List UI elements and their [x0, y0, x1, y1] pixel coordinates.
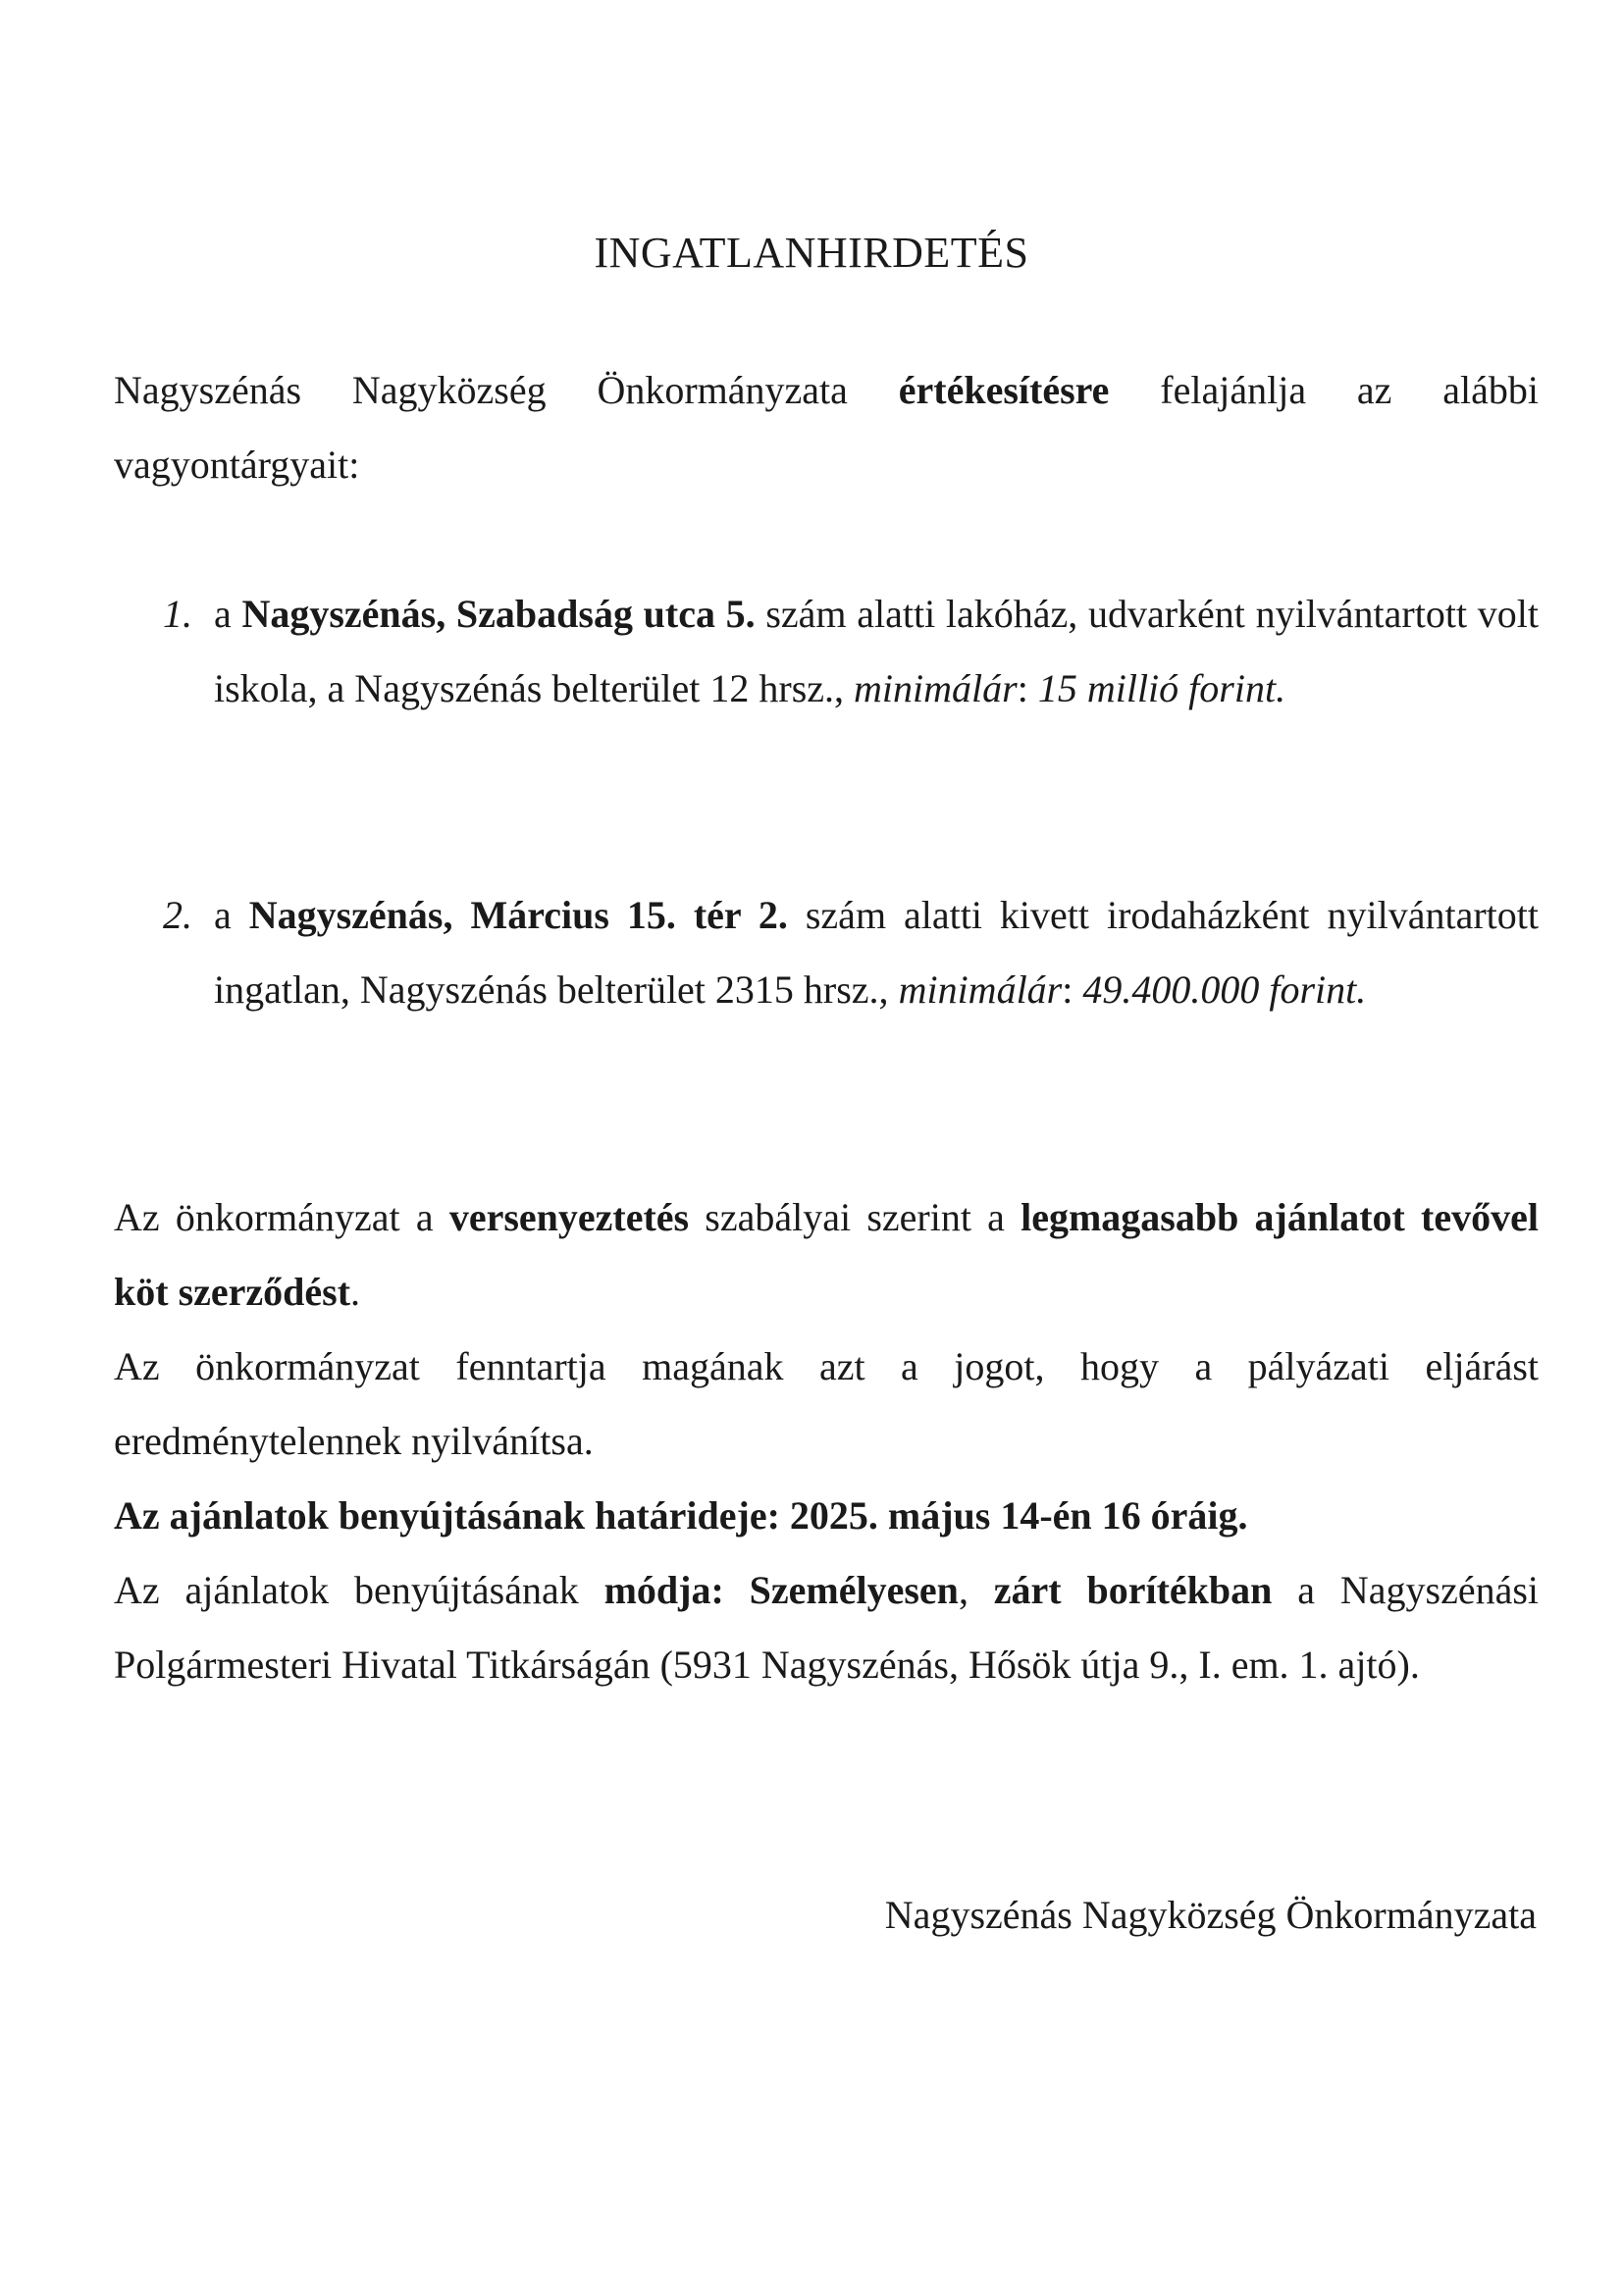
submission-text: Az ajánlatok benyújtásának	[114, 1568, 604, 1612]
item-address: Nagyszénás, Március 15. tér 2.	[248, 893, 788, 937]
closing-bold: legmagasabb ajánlatot tevővel köt szerződést	[114, 1195, 1540, 1314]
submission-text: a Nagyszénási Polgármesteri Hivatal Titkárságán (5931 Nagyszénás, Hősök útja 9., I. em. 1. ajtó).	[114, 1568, 1540, 1687]
item-number: 2.	[163, 893, 192, 937]
item-price-value: 15 millió forint.	[1037, 666, 1286, 710]
closing-bold: versenyeztetés	[448, 1195, 690, 1239]
closing-text: szabályai szerint a	[689, 1195, 1021, 1239]
intro-paragraph	[114, 353, 1539, 502]
list-item	[163, 878, 1540, 1027]
deadline-text: Az ajánlatok benyújtásának határideje: 2025. május 14-én 16 óráig.	[114, 1493, 1248, 1538]
closing-section	[114, 1180, 1539, 1702]
submission-bold: zárt borítékban	[993, 1568, 1273, 1612]
item-description: szám alatti lakóház, udvarként nyilvántartott volt iskola, a Nagyszénás belterület 12 hrsz.,	[214, 592, 1539, 710]
signature: Nagyszénás Nagyközség Önkormányzata	[884, 1893, 1537, 1937]
item-pre: a	[214, 893, 249, 937]
submission-text: ,	[958, 1568, 994, 1612]
closing-paragraph-1	[114, 1180, 1539, 1330]
item-description: szám alatti kivett irodaházként nyilvántartott ingatlan, Nagyszénás belterület 2315 hrsz.,	[214, 893, 1540, 1012]
item-pre: a	[214, 592, 242, 636]
submission-paragraph	[114, 1553, 1539, 1702]
intro-text-1: Nagyszénás Nagyközség Önkormányzata	[114, 368, 899, 412]
deadline-paragraph	[114, 1479, 1539, 1553]
item-colon: :	[1062, 967, 1083, 1012]
item-address: Nagyszénás, Szabadság utca 5.	[241, 592, 756, 636]
submission-bold: módja: Személyesen	[603, 1568, 959, 1612]
item-price-label: minimálár	[854, 666, 1018, 710]
intro-bold: értékesítésre	[898, 368, 1110, 412]
list-item	[163, 577, 1539, 726]
item-colon: :	[1017, 666, 1038, 710]
closing-text: .	[350, 1270, 361, 1314]
document-title: INGATLANHIRDETÉS	[594, 229, 1029, 277]
item-price-label: minimálár	[898, 967, 1063, 1012]
item-number: 1.	[163, 592, 192, 636]
closing-text: Az önkormányzat a	[114, 1195, 449, 1239]
intro-text-2: felajánlja az alábbi vagyontárgyait:	[114, 368, 1540, 487]
item-price-value: 49.400.000 forint.	[1082, 967, 1367, 1012]
closing-paragraph-2: Az önkormányzat fenntartja magának azt a jogot, hogy a pályázati eljárást eredménytelennek nyilvánítsa.	[114, 1344, 1539, 1463]
